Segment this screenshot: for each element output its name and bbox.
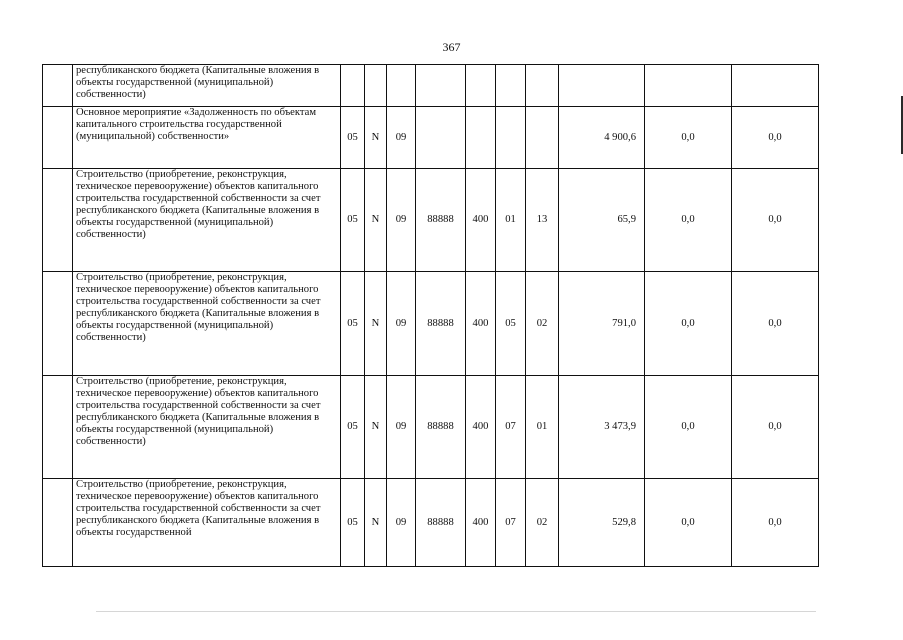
code-cell [416, 65, 466, 107]
value-cell: 0,0 [732, 376, 819, 479]
index-cell [43, 479, 73, 567]
code-cell: N [365, 272, 387, 376]
value-cell: 0,0 [732, 169, 819, 272]
code-cell: 88888 [416, 376, 466, 479]
code-cell [496, 65, 526, 107]
code-cell: 05 [341, 169, 365, 272]
row-name: Строительство (приобретение, реконструкция, техническое перевооружение) объектов капитального строительства государственной собственности за счет республиканского бюджета (Капитальные вложения в объекты государственной (муниципальной) собственности) [73, 169, 341, 272]
amount-cell: 4 900,6 [559, 107, 645, 169]
code-cell: 02 [526, 479, 559, 567]
row-name: Строительство (приобретение, реконструкция, техническое перевооружение) объектов капитального строительства государственной собственности за счет республиканского бюджета (Капитальные вложения в объекты государственной [73, 479, 341, 567]
code-cell: 05 [341, 479, 365, 567]
code-cell: 13 [526, 169, 559, 272]
code-cell: N [365, 169, 387, 272]
value-cell: 0,0 [732, 479, 819, 567]
code-cell: 400 [466, 272, 496, 376]
code-cell: 400 [466, 479, 496, 567]
code-cell: 09 [387, 107, 416, 169]
index-cell [43, 169, 73, 272]
value-cell: 0,0 [645, 107, 732, 169]
code-cell [341, 65, 365, 107]
budget-table [42, 64, 819, 567]
amount-cell: 529,8 [559, 479, 645, 567]
value-cell: 0,0 [645, 272, 732, 376]
code-cell [526, 107, 559, 169]
code-cell: 88888 [416, 272, 466, 376]
table-row [43, 272, 819, 376]
index-cell [43, 107, 73, 169]
code-cell: N [365, 107, 387, 169]
code-cell: N [365, 376, 387, 479]
table-row [43, 107, 819, 169]
code-cell: N [365, 479, 387, 567]
code-cell: 05 [341, 107, 365, 169]
code-cell [416, 107, 466, 169]
code-cell: 05 [341, 272, 365, 376]
code-cell [365, 65, 387, 107]
amount-cell: 65,9 [559, 169, 645, 272]
code-cell: 01 [496, 169, 526, 272]
value-cell: 0,0 [645, 376, 732, 479]
row-name: Строительство (приобретение, реконструкция, техническое перевооружение) объектов капитального строительства государственной собственности за счет республиканского бюджета (Капитальные вложения в объекты государственной (муниципальной) собственности) [73, 272, 341, 376]
code-cell [466, 107, 496, 169]
value-cell: 0,0 [645, 479, 732, 567]
amount-cell [559, 65, 645, 107]
value-cell: 0,0 [732, 272, 819, 376]
index-cell [43, 65, 73, 107]
code-cell: 88888 [416, 479, 466, 567]
code-cell: 09 [387, 479, 416, 567]
code-cell: 07 [496, 479, 526, 567]
code-cell: 05 [496, 272, 526, 376]
row-name: Строительство (приобретение, реконструкция, техническое перевооружение) объектов капитального строительства государственной собственности за счет республиканского бюджета (Капитальные вложения в объекты государственной (муниципальной) собственности) [73, 376, 341, 479]
code-cell: 05 [341, 376, 365, 479]
value-cell: 0,0 [645, 169, 732, 272]
code-cell [387, 65, 416, 107]
page-number: 367 [442, 40, 461, 54]
table-row [43, 65, 819, 107]
code-cell: 88888 [416, 169, 466, 272]
table-row [43, 376, 819, 479]
row-name: Основное мероприятие «Задолженность по объектам капитального строительства государственной (муниципальной) собственности» [73, 107, 341, 169]
code-cell: 09 [387, 272, 416, 376]
code-cell [526, 65, 559, 107]
amount-cell: 791,0 [559, 272, 645, 376]
value-cell [732, 65, 819, 107]
amount-cell: 3 473,9 [559, 376, 645, 479]
scan-artifact-line [96, 611, 816, 612]
code-cell [466, 65, 496, 107]
code-cell: 09 [387, 376, 416, 479]
value-cell [645, 65, 732, 107]
code-cell: 09 [387, 169, 416, 272]
code-cell: 07 [496, 376, 526, 479]
table-row [43, 479, 819, 567]
table-row [43, 169, 819, 272]
code-cell: 400 [466, 169, 496, 272]
index-cell [43, 272, 73, 376]
code-cell [496, 107, 526, 169]
code-cell: 400 [466, 376, 496, 479]
value-cell: 0,0 [732, 107, 819, 169]
index-cell [43, 376, 73, 479]
code-cell: 01 [526, 376, 559, 479]
row-name: республиканского бюджета (Капитальные вложения в объекты государственной (муниципальной) собственности) [73, 65, 341, 107]
code-cell: 02 [526, 272, 559, 376]
